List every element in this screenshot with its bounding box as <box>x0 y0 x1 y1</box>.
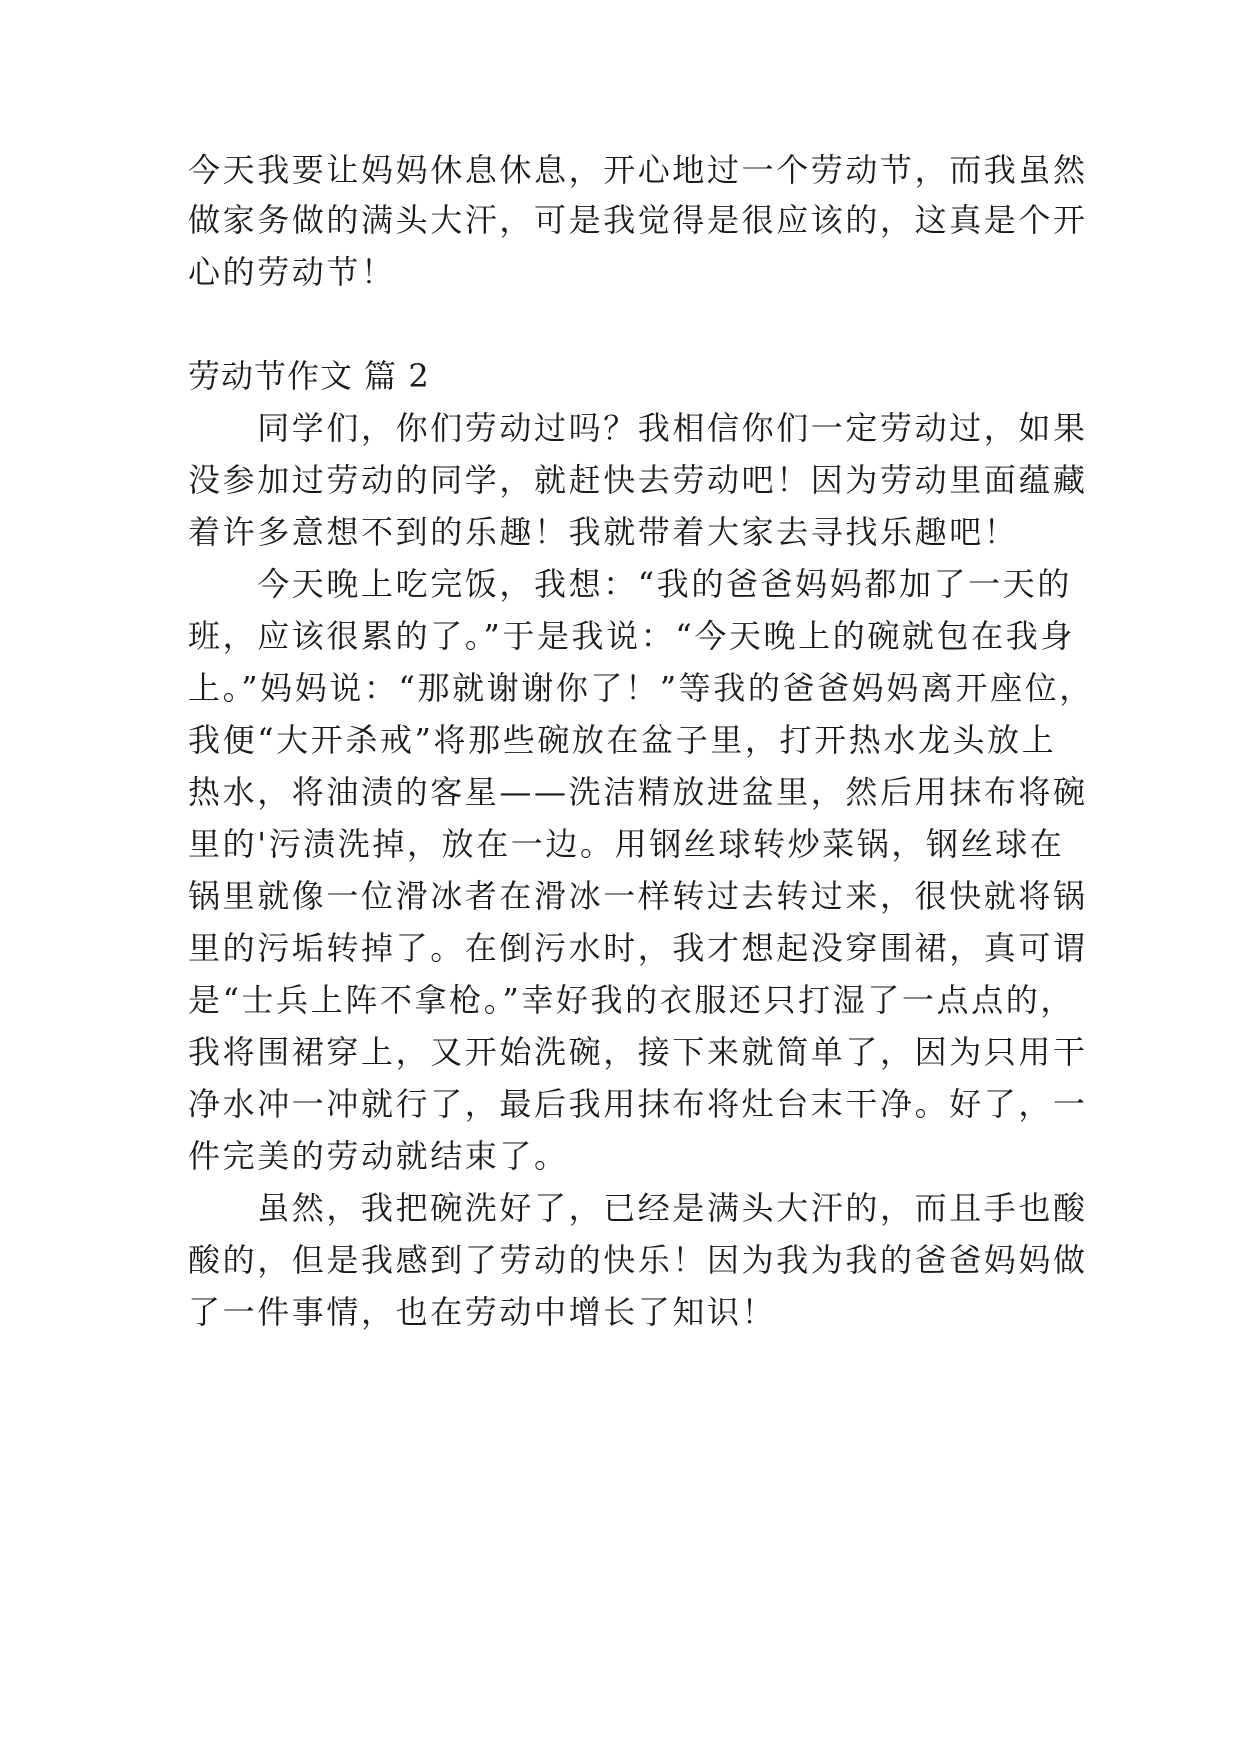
paragraph-line: 件完美的劳动就结束了。 <box>188 1137 569 1175</box>
paragraph-line: 是“士兵上阵不拿枪。”幸好我的衣服还只打湿了一点点的， <box>188 981 1075 1019</box>
paragraph-line: 同学们，你们劳动过吗？我相信你们一定劳动过，如果 <box>188 409 1088 447</box>
paragraph-line: 今天晚上吃完饭，我想：“我的爸爸妈妈都加了一天的 <box>188 565 1072 603</box>
paragraph-line: 热水，将油渍的客星——洗洁精放进盆里，然后用抹布将碗 <box>188 773 1088 811</box>
paragraph-line: 净水冲一冲就行了，最后我用抹布将灶台末干净。好了，一 <box>188 1085 1088 1123</box>
paragraph-line: 我便“大开杀戒”将那些碗放在盆子里，打开热水龙头放上 <box>188 721 1057 759</box>
intro-line: 心的劳动节！ <box>188 253 396 291</box>
document-page <box>188 0 1094 1754</box>
paragraph-line: 班，应该很累的了。”于是我说：“今天晚上的碗就包在我身 <box>188 617 1075 655</box>
paragraph-line: 上。”妈妈说：“那就谢谢你了！”等我的爸爸妈妈离开座位， <box>188 669 1094 707</box>
paragraph-line: 虽然，我把碗洗好了，已经是满头大汗的，而且手也酸 <box>188 1189 1088 1227</box>
paragraph-line: 我将围裙穿上，又开始洗碗，接下来就简单了，因为只用干 <box>188 1033 1088 1071</box>
paragraph-line: 着许多意想不到的乐趣！我就带着大家去寻找乐趣吧！ <box>188 513 1019 551</box>
paragraph-line: 里的污垢转掉了。在倒污水时，我才想起没穿围裙，真可谓 <box>188 929 1088 967</box>
paragraph-line: 锅里就像一位滑冰者在滑冰一样转过去转过来，很快就将锅 <box>188 877 1088 915</box>
paragraph-line: 酸的，但是我感到了劳动的快乐！因为我为我的爸爸妈妈做 <box>188 1241 1088 1279</box>
intro-line: 今天我要让妈妈休息休息，开心地过一个劳动节，而我虽然 <box>188 151 1088 189</box>
paragraph-line: 没参加过劳动的同学，就赶快去劳动吧！因为劳动里面蕴藏 <box>188 461 1088 499</box>
paragraph-line: 里的'污渍洗掉，放在一边。用钢丝球转炒菜锅，钢丝球在 <box>188 825 1065 863</box>
intro-line: 做家务做的满头大汗，可是我觉得是很应该的，这真是个开 <box>188 201 1088 239</box>
paragraph-line: 了一件事情，也在劳动中增长了知识！ <box>188 1293 777 1331</box>
section-heading: 劳动节作文 篇 2 <box>188 357 430 395</box>
